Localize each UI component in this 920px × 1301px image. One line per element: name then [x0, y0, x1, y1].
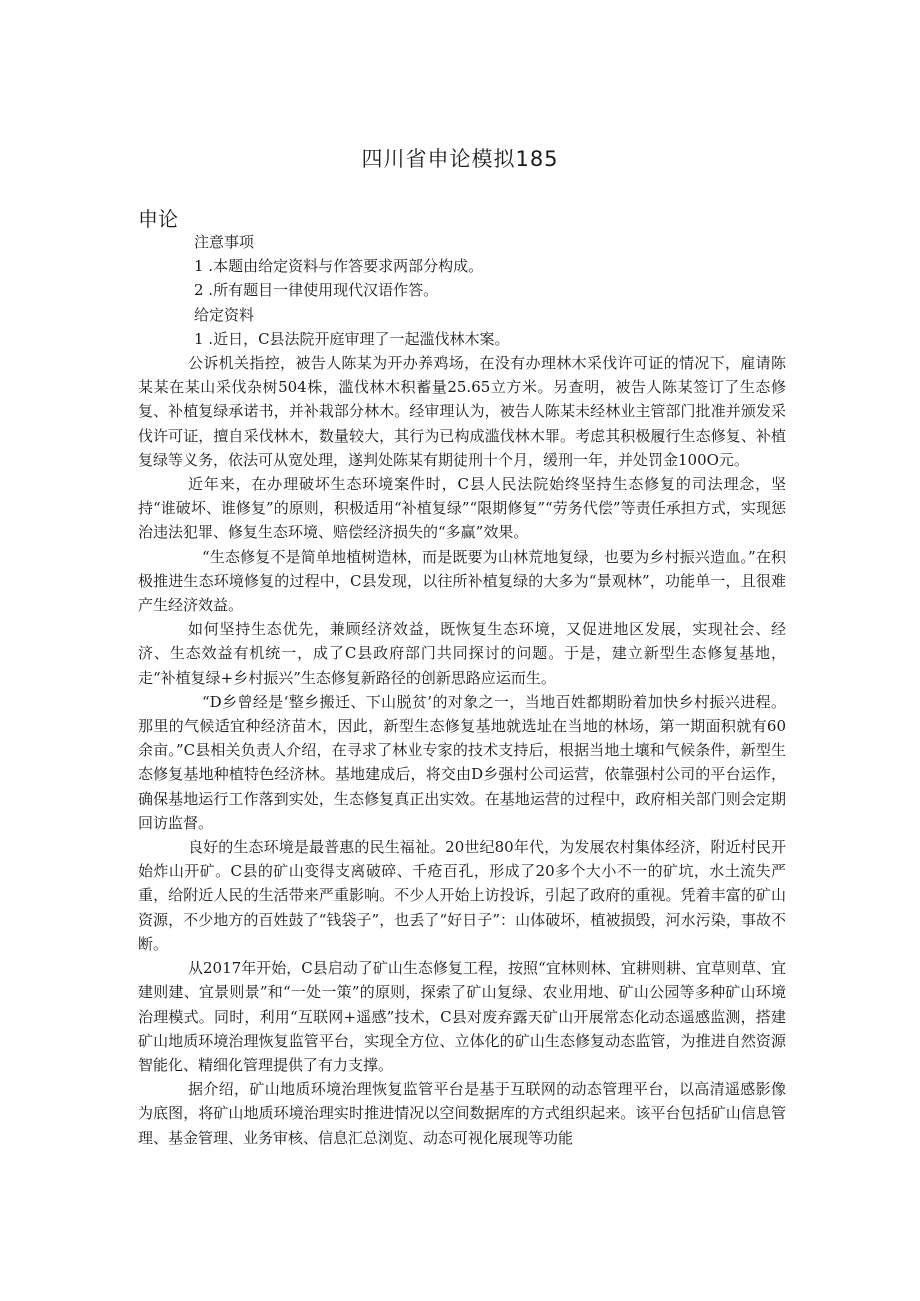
paragraph: 从2017年开始，C县启动了矿山生态修复工程，按照“宜林则林、宜耕则耕、宜草则草、宜建则建、宜景则景”和“一处一策”的原则，探索了矿山复绿、农业用地、矿山公园等多种矿山环境治理模式。同时，利用“互联网+遥感”技术，C县对废弃露天矿山开展常态化动态遥感监测，搭建矿山地质环境治理恢复监管平台，实现全方位、立体化的矿山生态修复动态监管，为推进自然资源智能化、精细化管理提供了有力支撑。	[138, 959, 786, 1074]
paragraph: 近年来，在办理破坏生态环境案件时，C县人民法院始终坚持生态修复的司法理念，坚持“谁破坏、谁修复”的原则，积极适用“补植复绿”“限期修复”“劳务代偿”等责任承担方式，实现惩治违法犯罪、修复生态环境、赔偿经济损失的“多赢”效果。	[138, 475, 786, 542]
paragraph: 良好的生态环境是最普惠的民生福祉。20世纪80年代，为发展农村集体经济，附近村民开始炸山开矿。C县的矿山变得支离破碎、千疮百孔，形成了20多个大小不一的矿坑，水土流失严重，给附近人民的生活带来严重影响。不少人开始上访投诉，引起了政府的重视。凭着丰富的矿山资源，不少地方的百姓鼓了“钱袋子”，也丢了“好日子”：山体破坏，植被损毁，河水污染，事故不断。	[138, 838, 786, 953]
notes-heading: 注意事项	[194, 233, 255, 251]
paragraph: “D乡曾经是‘整乡搬迁、下山脱贫’的对象之一，当地百姓都期盼着加快乡村振兴进程。那里的气候适宜种经济苗木，因此，新型生态修复基地就选址在当地的林场，第一期面积就有60余亩。”C县相关负责人介绍，在寻求了林业专家的技术支持后，根据当地土壤和气候条件，新型生态修复基地种植特色经济林。基地建成后，将交由D乡强村公司运营，依靠强村公司的平台运作，确保基地运行工作落到实处，生态修复真正出实效。在基地运营的过程中，政府相关部门则会定期回访监督。	[138, 692, 786, 832]
note-item: 2 .所有题目一律使用现代汉语作答。	[194, 281, 439, 300]
document-body	[138, 230, 786, 1150]
paragraph: 公诉机关指控，被告人陈某为开办养鸡场，在没有办理林木采伐许可证的情况下，雇请陈某某在某山采伐杂树504株，滥伐林木积蓄量25.65立方米。另查明，被告人陈某签订了生态修复、补植复绿承诺书，并补栽部分林木。经审理认为，被告人陈某未经林业主管部门批准并颁发采伐许可证，擅自采伐林木，数量较大，其行为已构成滥伐林木罪。考虑其积极履行生态修复、补植复绿等义务，依法可从宽处理，遂判处陈某有期徒刑十个月，缓刑一年，并处罚金100O元。	[138, 354, 786, 469]
paragraph: 如何坚持生态优先，兼顾经济效益，既恢复生态环境，又促进地区发展，实现社会、经济、生态效益有机统一，成了C县政府部门共同探讨的问题。于是，建立新型生态修复基地，走“补植复绿+乡村振兴”生态修复新路径的创新思路应运而生。	[138, 620, 786, 687]
note-item: 1 .本题由给定资料与作答要求两部分构成。	[194, 257, 484, 276]
section-heading: 申论	[138, 207, 178, 231]
document-title: 四川省申论模拟185	[361, 147, 559, 171]
materials-heading: 给定资料	[194, 305, 255, 324]
paragraph: 据介绍，矿山地质环境治理恢复监管平台是基于互联网的动态管理平台，以高清遥感影像为底图，将矿山地质环境治理实时推进情况以空间数据库的方式组织起来。该平台包括矿山信息管理、基金管理、业务审核、信息汇总浏览、动态可视化展现等功能	[138, 1080, 786, 1147]
paragraph: “生态修复不是简单地植树造林，而是既要为山林荒地复绿，也要为乡村振兴造血。”在积极推进生态环境修复的过程中，C县发现，以往所补植复绿的大多为“景观林”，功能单一，且很难产生经济效益。	[138, 547, 786, 615]
material-item-1: 1 .近日，C县法院开庭审理了一起滥伐林木案。	[194, 329, 510, 348]
